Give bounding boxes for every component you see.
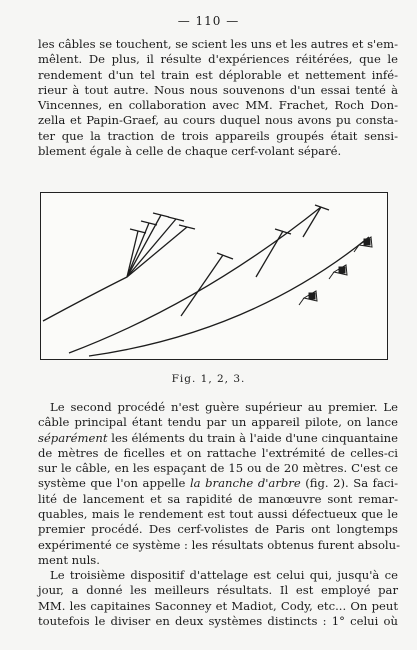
kite-bar	[168, 217, 184, 221]
branch-line	[256, 231, 283, 277]
text-line	[38, 431, 398, 446]
kite-bar	[217, 253, 233, 259]
figure-caption: Fig. 1, 2, 3.	[171, 373, 246, 385]
text-line: zella et Papin-Graef, au cours duquel nous avons pu consta-	[38, 113, 398, 128]
text-segment: les éléments du train à l'aide d'une cinquantaine	[107, 430, 398, 445]
text-line: MM. les capitaines Saconney et Madiot, Cody, etc... On peut	[38, 598, 398, 613]
text-line: sur le câble, en les espaçant de 15 ou de 20 mètres. C'est ce	[38, 461, 398, 476]
kite-train-illustration	[41, 193, 386, 358]
kite-train-figure	[40, 192, 388, 360]
box-kite-2	[329, 265, 347, 279]
page-number: — 110 —	[177, 14, 240, 28]
text-line: rendement d'un tel train est déplorable et nettement infé-	[38, 67, 398, 82]
kite-line	[127, 227, 187, 277]
paragraph-2	[38, 400, 401, 568]
text-line: de mètres de ficelles et on rattache l'extrémité de celles-ci	[38, 445, 398, 460]
paragraph-1	[38, 37, 398, 159]
text-segment: système que l'on appelle	[38, 476, 190, 491]
text-line: les câbles se touchent, se scient les uns et les autres et s'em-	[38, 37, 398, 51]
text-line: premier procédé. Des cerf-volistes de Paris ont longtemps	[38, 522, 398, 537]
kite-bar	[315, 205, 329, 210]
text-line	[38, 476, 398, 491]
text-line: Vincennes, en collaboration avec MM. Frachet, Roch Don-	[38, 98, 398, 113]
text-segment: (fig. 2). Sa faci-	[300, 476, 398, 491]
main-cable-3	[89, 237, 369, 356]
text-line: Le troisième dispositif d'attelage est celui qui, jusqu'à ce	[50, 568, 398, 582]
text-line: câble principal étant tendu par un appareil pilote, on lance	[38, 415, 398, 430]
box-kite-1	[299, 291, 317, 305]
kite-bar	[179, 225, 195, 229]
box-kite-3	[354, 237, 372, 252]
text-line: quables, mais le rendement est tout aussi défectueux que le	[38, 507, 398, 522]
text-line: mêlent. De plus, il résulte d'expériences réitérées, que le	[38, 52, 398, 67]
text-line: rieur à tout autre. Nous nous souvenons d'un essai tenté à	[38, 82, 398, 97]
main-cable-1	[43, 277, 127, 321]
text-line: toutefois le diviser en deux systèmes distincts : 1° celui où	[38, 613, 398, 628]
text-line: Le second procédé n'est guère supérieur au premier. Le	[50, 400, 398, 414]
text-line: expérimenté ce système : les résultats obtenus furent absolu-	[38, 537, 401, 552]
paragraph-3	[38, 568, 398, 629]
branch-line	[303, 207, 321, 237]
text-line: ment nuls.	[38, 552, 100, 567]
emphasis-text: la branche d'arbre	[189, 476, 301, 491]
text-line: ter que la traction de trois appareils groupés était sensi-	[38, 128, 398, 143]
branch-line	[181, 255, 223, 316]
emphasis-text: séparément	[38, 430, 108, 445]
text-line: jour, a donné les meilleurs résultats. Il est employé par	[38, 583, 398, 598]
text-line: blement égale à celle de chaque cerf-volant séparé.	[38, 144, 342, 159]
kite-bar	[153, 213, 169, 217]
text-line: lité de lancement et sa rapidité de manœuvre sont remar-	[38, 491, 398, 506]
